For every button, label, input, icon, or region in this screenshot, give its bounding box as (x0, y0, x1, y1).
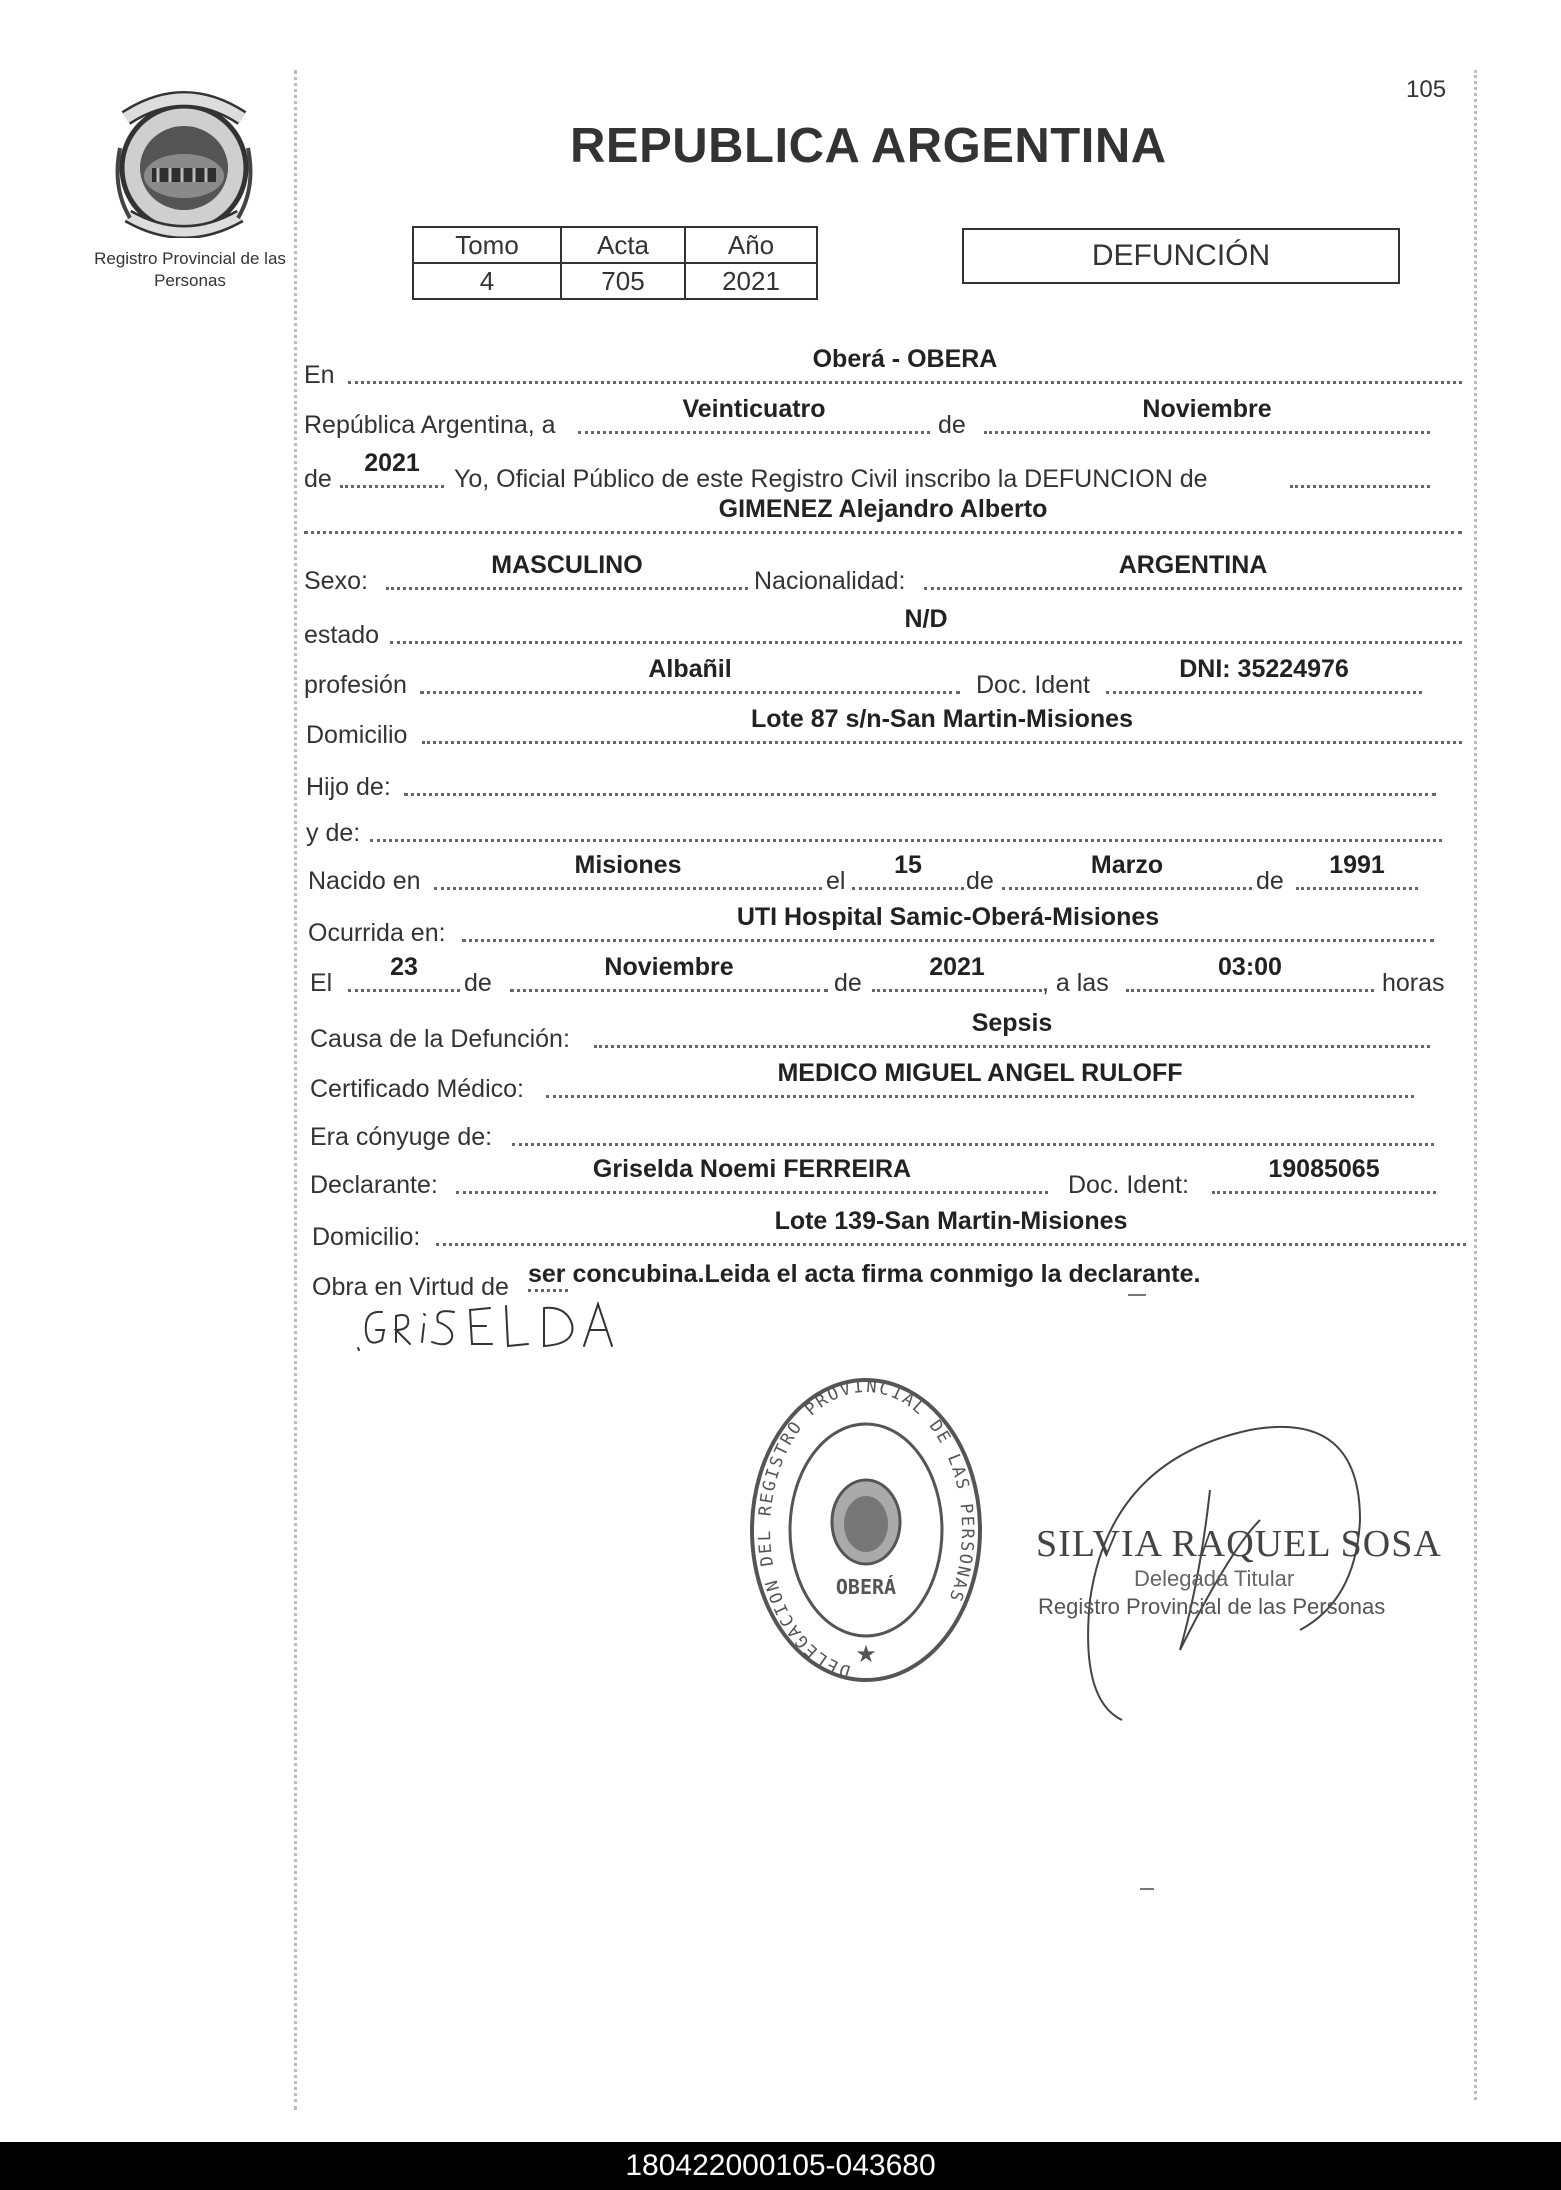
right-margin-line (1474, 70, 1477, 2100)
death-day-field (348, 953, 460, 992)
row-profesion (300, 655, 1422, 700)
nacido-en-value: Misiones (574, 851, 682, 879)
declarante-field (456, 1155, 1048, 1194)
declarante-domicilio-field (436, 1207, 1466, 1246)
death-year-value: 2021 (929, 953, 985, 981)
death-year-field (872, 953, 1042, 992)
row-nacido (300, 851, 1418, 896)
ocurrida-field (462, 903, 1434, 942)
row-domicilio (300, 705, 1462, 750)
month-field (984, 395, 1430, 434)
year-de-label: de (304, 465, 332, 493)
hijo-de-field (404, 757, 1436, 796)
row-declarante-domicilio (300, 1207, 1466, 1252)
yo-text: Yo, Oficial Público de este Registro Civil inscribo la DEFUNCION de (454, 465, 1208, 493)
profesion-field (420, 655, 960, 694)
death-time-field (1126, 953, 1374, 992)
registry-name: Registro Provincial de las Personas (94, 249, 286, 290)
doc-ident-label: Doc. Ident (976, 671, 1090, 699)
certificado-label: Certificado Médico: (310, 1075, 524, 1103)
day-field (578, 395, 930, 434)
certificado-field (546, 1059, 1414, 1098)
estado-value: N/D (904, 605, 948, 633)
causa-field (594, 1009, 1430, 1048)
row-republica (300, 395, 1430, 440)
year-field (340, 449, 444, 488)
record-table (412, 226, 818, 300)
hijo-de-label: Hijo de: (306, 773, 391, 801)
registry-stamp (746, 1372, 986, 1688)
deceased-name-field (304, 495, 1462, 534)
nacionalidad-field (924, 551, 1462, 590)
anio-value: 2021 (685, 263, 817, 299)
causa-value: Sepsis (971, 1009, 1053, 1037)
declarante-domicilio-label: Domicilio: (312, 1223, 421, 1251)
estado-label: estado (304, 621, 380, 649)
death-el-label: El (310, 969, 333, 997)
tomo-value: 4 (413, 263, 561, 299)
en-label: En (304, 361, 335, 389)
nacionalidad-label: Nacionalidad: (754, 567, 906, 595)
svg-text:★: ★ (855, 1641, 877, 1668)
page-title: REPUBLICA ARGENTINA (570, 119, 1167, 173)
declarante-doc-value: 19085065 (1268, 1155, 1380, 1183)
svg-text:DELEGACION DEL REGISTRO PROVIN: DELEGACION DEL REGISTRO PROVINCIAL DE LAS PERSONAS (754, 1376, 978, 1681)
estado-field (390, 605, 1462, 644)
declarante-value: Griselda Noemi FERREIRA (592, 1155, 912, 1183)
birth-el-label: el (826, 867, 846, 895)
provincial-seal-logo (108, 88, 260, 238)
conyuge-field (512, 1107, 1434, 1146)
record-table-header-row (413, 227, 817, 263)
domicilio-label: Domicilio (306, 721, 408, 749)
left-margin-line (294, 70, 297, 2110)
nacionalidad-value: ARGENTINA (1118, 551, 1268, 579)
sexo-value: MASCULINO (491, 551, 643, 579)
tomo-header: Tomo (413, 227, 561, 263)
conyuge-label: Era cónyuge de: (310, 1123, 493, 1151)
deceased-name: GIMENEZ Alejandro Alberto (718, 495, 1048, 523)
obra-label: Obra en Virtud de (312, 1273, 509, 1301)
official-signature-name: SILVIA RAQUEL SOSA (1036, 1523, 1442, 1565)
birth-year-field (1296, 851, 1418, 890)
birth-day-value: 15 (894, 851, 922, 879)
acta-value: 705 (561, 263, 685, 299)
record-table-value-row (413, 263, 817, 299)
document-id-footer: 180422000105-043680 (0, 2142, 1561, 2190)
domicilio-value: Lote 87 s/n-San Martin-Misiones (750, 705, 1133, 733)
row-en (300, 345, 1462, 390)
en-field (348, 345, 1462, 384)
anio-header: Año (685, 227, 817, 263)
declarante-doc-field (1212, 1155, 1436, 1194)
official-signature-title: Delegada Titular (1134, 1566, 1295, 1591)
sexo-label: Sexo: (304, 567, 368, 595)
row-year (300, 449, 1430, 494)
declarante-label: Declarante: (310, 1171, 438, 1199)
death-month-field (510, 953, 828, 992)
handwritten-signature (350, 1290, 620, 1360)
official-signature-organization: Registro Provincial de las Personas (1038, 1594, 1386, 1619)
birth-de2-label: de (1256, 867, 1284, 895)
birth-de1-label: de (966, 867, 994, 895)
certificado-value: MEDICO MIGUEL ANGEL RULOFF (777, 1059, 1183, 1087)
row-hijo-de (300, 762, 1436, 802)
svg-text:OBERÁ: OBERÁ (835, 1575, 897, 1599)
birth-year-value: 1991 (1329, 851, 1385, 879)
day-value: Veinticuatro (682, 395, 826, 423)
row-sexo (300, 551, 1462, 596)
yo-trailing-field (1290, 449, 1430, 488)
declarante-domicilio-value: Lote 139-San Martin-Misiones (774, 1207, 1128, 1235)
en-value: Oberá - OBERA (812, 345, 998, 373)
row-conyuge (300, 1112, 1434, 1152)
row-death-date (300, 953, 1450, 998)
row-certificado (300, 1059, 1414, 1104)
death-time-value: 03:00 (1218, 953, 1282, 981)
death-day-value: 23 (390, 953, 418, 981)
birth-day-field (852, 851, 964, 890)
nacido-label: Nacido en (308, 867, 421, 895)
row-ocurrida (300, 903, 1434, 948)
death-de1-label: de (464, 969, 492, 997)
record-type-box: DEFUNCIÓN (962, 228, 1400, 284)
birth-month-field (1002, 851, 1252, 890)
profesion-label: profesión (304, 671, 407, 699)
row-causa (300, 1009, 1430, 1054)
year-value: 2021 (364, 449, 420, 477)
doc-ident-value: DNI: 35224976 (1179, 655, 1349, 683)
month-value: Noviembre (1142, 395, 1272, 423)
nacido-en-field (434, 851, 822, 890)
birth-month-value: Marzo (1090, 851, 1164, 879)
dash-mark (1128, 1294, 1146, 1296)
y-de-field (370, 803, 1442, 842)
republica-label: República Argentina, a (304, 411, 556, 439)
row-declarante (300, 1155, 1436, 1200)
row-deceased-name (300, 495, 1462, 540)
death-de2-label: de (834, 969, 862, 997)
ocurrida-value: UTI Hospital Samic-Oberá-Misiones (736, 903, 1160, 931)
horas-label: horas (1382, 969, 1445, 997)
obra-value: ser concubina.Leida el acta firma conmigo la declarante. (528, 1260, 568, 1292)
domicilio-field (422, 705, 1462, 744)
sexo-field (386, 551, 748, 590)
page-number: 105 (1406, 76, 1447, 103)
row-estado (300, 605, 1462, 650)
declarante-doc-label: Doc. Ident: (1068, 1171, 1189, 1199)
acta-header: Acta (561, 227, 685, 263)
month-de-label: de (938, 411, 966, 439)
ocurrida-label: Ocurrida en: (308, 919, 446, 947)
dash-mark (1140, 1888, 1154, 1890)
a-las-label: , a las (1042, 969, 1109, 997)
doc-ident-field (1106, 655, 1422, 694)
causa-label: Causa de la Defunción: (310, 1025, 570, 1053)
profesion-value: Albañil (648, 655, 732, 683)
y-de-label: y de: (306, 819, 361, 847)
row-y-de (300, 808, 1442, 848)
death-month-value: Noviembre (604, 953, 734, 981)
